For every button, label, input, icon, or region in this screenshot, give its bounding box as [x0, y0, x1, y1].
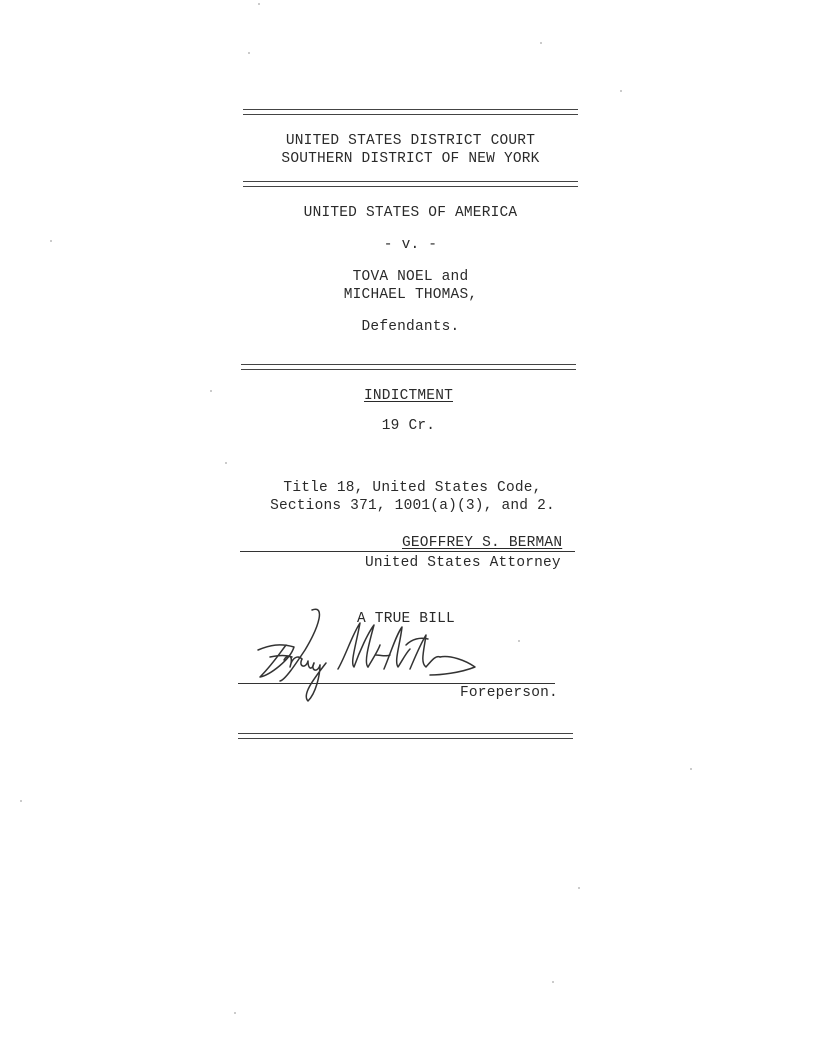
us-attorney-title: United States Attorney: [365, 555, 561, 571]
top-double-rule: [243, 109, 578, 115]
attorney-rule: [240, 551, 575, 552]
heading-double-rule: [243, 181, 578, 187]
plaintiff: UNITED STATES OF AMERICA: [303, 205, 518, 221]
scan-speck: [578, 887, 580, 889]
scan-speck: [620, 90, 622, 92]
court-district: SOUTHERN DISTRICT OF NEW YORK: [281, 151, 540, 167]
scan-speck: [210, 390, 212, 392]
scan-speck: [518, 640, 520, 642]
statute-citation: [240, 479, 585, 515]
court-name: UNITED STATES DISTRICT COURT: [285, 133, 536, 149]
document-title-block: [241, 387, 576, 435]
scan-speck: [690, 768, 692, 770]
case-number: 19 Cr.: [381, 418, 436, 434]
bottom-double-rule: [238, 733, 573, 739]
statute-line-1: Title 18, United States Code,: [283, 480, 542, 496]
defendant-name-2: MICHAEL THOMAS,: [343, 287, 478, 303]
scan-speck: [552, 981, 554, 983]
scan-speck: [20, 800, 22, 802]
true-bill-label: A TRUE BILL: [357, 611, 455, 627]
defendants-label: Defendants.: [361, 319, 460, 335]
case-caption: [243, 204, 578, 336]
caption-double-rule: [241, 364, 576, 370]
scan-speck: [225, 462, 227, 464]
versus: - v. -: [383, 237, 438, 253]
document-title: INDICTMENT: [363, 388, 453, 404]
scan-speck: [248, 52, 250, 54]
court-heading: [243, 132, 578, 168]
scan-speck: [234, 1012, 236, 1014]
statute-line-2: Sections 371, 1001(a)(3), and 2.: [270, 498, 555, 514]
scan-speck: [50, 240, 52, 242]
scan-speck: [540, 42, 542, 44]
us-attorney-name: GEOFFREY S. BERMAN: [402, 535, 563, 551]
foreperson-signature: [250, 605, 490, 705]
defendant-name-1: TOVA NOEL and: [352, 269, 469, 285]
scan-speck: [258, 3, 260, 5]
foreperson-label: Foreperson.: [460, 685, 558, 701]
